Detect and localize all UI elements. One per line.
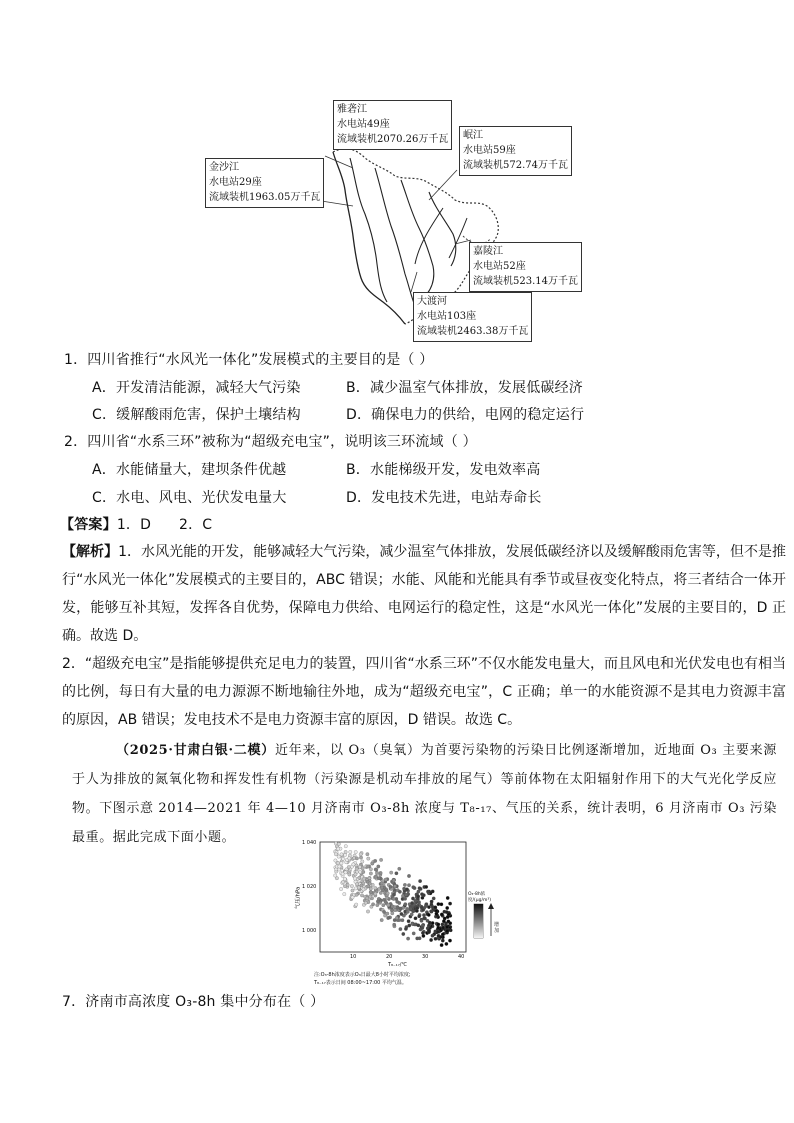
scatter-point [430,900,433,903]
scatter-point [369,890,372,893]
scatter-point [371,862,374,865]
callout-dadu-capacity: 流域装机2463.38万千瓦 [417,326,529,337]
scatter-point [369,872,372,875]
scatter-point [390,871,393,874]
scatter-point [361,860,364,863]
scatter-point [417,895,420,898]
scatter-point [423,917,426,920]
scatter-point [392,897,395,900]
scatter-point [441,923,444,926]
scatter-point [407,884,410,887]
scatter-point [334,874,337,877]
scatter-point [355,883,358,886]
scatter-point [418,879,421,882]
question-2-option-d[interactable]: D．发电技术先进，电站寿命长 [346,490,542,506]
scatter-point [400,912,403,915]
scatter-point [377,877,380,880]
scatter-point [391,912,394,915]
callout-jinsha-capacity: 流域装机1963.05万千瓦 [209,192,321,203]
scatter-point [429,938,432,941]
analysis-text-2: 2．“超级充电宝”是指能够提供充足电力的装置，四川省“水系三环”不仅水能发电量大，而且风电和光伏发电也有相当的比例，每日有大量的电力源源不断地输往外地，成为“超级充电宝”，C 正确；单一的水能资源不是其电力资源丰富的原因，AB 错误；发电技术不是电力资源丰富的原因，D 错误。故选 C。 [62,656,786,728]
scatter-point [395,872,398,875]
scatter-point [337,842,340,845]
scatter-point [417,890,420,893]
scatter-point [374,892,377,895]
scatter-point [425,885,428,888]
scatter-point [374,875,377,878]
scatter-point [358,865,361,868]
scatter-point [403,883,406,886]
x-tick-30: 30 [422,954,429,960]
scatter-point [414,917,417,920]
scatter-point [385,896,388,899]
answer-text: 1．D 2．C [116,517,213,533]
scatter-point [386,892,389,895]
scatter-point [448,939,451,942]
scatter-point [344,850,347,853]
scatter-point [362,870,365,873]
scatter-point [337,847,340,850]
scatter-point [337,855,340,858]
scatter-point [404,893,407,896]
source-tag: （2025·甘肃白银·二模） [116,743,275,758]
question-2-option-b[interactable]: B．水能梯级开发，发电效率高 [346,462,541,478]
scatter-point [434,906,437,909]
x-tick-40: 40 [458,954,465,960]
scatter-point [421,931,424,934]
scatter-point [446,896,449,899]
scatter-point [422,894,425,897]
scatter-point [412,886,415,889]
scatter-point [395,916,398,919]
intro-text: 近年来，以 O₃（臭氧）为首要污染物的污染日比例逐渐增加，近地面 O₃ 主要来源于人为排放的氮氧化物和挥发性有机物（污染源是机动车排放的尾气）等前体物在太阳辐射作用下的大气光化学反应物。下图示意 2014—2021 年 4—10 月济南市 O₃-8h 浓度与 T₈-₁₇、气压的关系，统计表明，6 月济南市 O₃ 污染最重。据此完成下面小题。 [72,743,778,845]
scatter-point [410,913,413,916]
scatter-point [360,894,363,897]
scatter-point [416,906,419,909]
scatter-point [338,865,341,868]
question-1-option-d[interactable]: D．确保电力的供给，电网的稳定运行 [346,407,585,423]
scatter-point [445,925,448,928]
scatter-point [439,935,442,938]
scatter-point [334,859,337,862]
callout-jialing-capacity: 流域装机523.14万千瓦 [473,276,578,287]
question-1-option-a[interactable]: A．开发清洁能源，减轻大气污染 [92,380,301,396]
scatter-point [436,930,439,933]
scatter-point [376,903,379,906]
scatter-point [448,902,451,905]
scatter-point [442,926,445,929]
scatter-point [427,913,430,916]
scatter-point [404,903,407,906]
scatter-point [427,930,430,933]
scatter-point [406,937,409,940]
scatter-point [413,923,416,926]
scatter-point [399,927,402,930]
scatter-point [402,932,405,935]
scatter-point [351,889,354,892]
scatter-point [437,926,440,929]
scatter-point [375,871,378,874]
callout-min-capacity: 流域装机572.74万千瓦 [463,160,568,171]
scatter-point [431,890,434,893]
analysis-paragraph-2 [62,650,786,734]
scatter-point [334,853,337,856]
callout-jialing-river: 嘉陵江 [473,246,503,257]
callout-dadu-river: 大渡河 [417,296,447,307]
y-tick-1000: 1 000 [302,928,317,934]
callout-yalong [333,100,452,150]
scatter-point [424,904,427,907]
scatter-point [393,923,396,926]
scatter-point [399,907,402,910]
scatter-point [404,927,407,930]
callout-jinsha [205,158,324,208]
scatter-figure [296,836,506,988]
callout-jialing-stations: 水电站52座 [473,261,526,272]
scatter-point [362,877,365,880]
chart-note-2: T₈₋₁₇表示日间 08:00~17:00 平均气温。 [314,980,407,986]
scatter-point [339,887,342,890]
scatter-point [377,865,380,868]
scatter-point [384,878,387,881]
scatter-point [405,888,408,891]
scatter-point [374,886,377,889]
y-tick-1020: 1 020 [302,884,317,890]
chart-note-1: 注:O₃-8h浓度表示O₃日最大8小时平均浓度; [314,972,411,978]
scatter-point [352,863,355,866]
scatter-point [393,905,396,908]
scatter-point [366,865,369,868]
callout-yalong-stations: 水电站49座 [337,119,390,130]
scatter-point [441,939,444,942]
callout-jialing [469,242,582,292]
scatter-point [343,892,346,895]
scatter-point [387,904,390,907]
scatter-point [336,861,339,864]
callout-yalong-river: 雅砻江 [337,104,367,115]
scatter-point [355,903,358,906]
scatter-point [434,937,437,940]
scatter-point [446,906,449,909]
scatter-point [348,873,351,876]
scatter-point [341,857,344,860]
scatter-point [417,924,420,927]
scatter-point [437,902,440,905]
x-tick-20: 20 [386,954,393,960]
scatter-point [340,862,343,865]
scatter-point [379,858,382,861]
scatter-point [387,916,390,919]
intro-passage [72,736,777,852]
scatter-point [354,873,357,876]
scatter-point [355,857,358,860]
scatter-point [422,913,425,916]
question-7-stem: 7．济南市高浓度 O₃-8h 集中分布在（ ） [62,994,325,1010]
scatter-point [380,886,383,889]
callout-min [459,126,572,176]
scatter-point [398,890,401,893]
scatter-point [440,913,443,916]
scatter-point [382,910,385,913]
scatter-point [380,918,383,921]
scatter-point [403,897,406,900]
scatter-point [410,901,413,904]
scatter-point [389,885,392,888]
question-1-option-b[interactable]: B．减少温室气体排放，发展低碳经济 [346,380,584,396]
scatter-point [432,897,435,900]
scatter-point [343,877,346,880]
question-2-option-c[interactable]: C．水电、风电、光伏发电量大 [92,490,287,506]
callout-jinsha-stations: 水电站29座 [209,177,262,188]
scatter-point [369,895,372,898]
scatter-point [379,871,382,874]
scatter-point [382,904,385,907]
sichuan-river-map [205,96,595,340]
scatter-point [406,910,409,913]
scatter-point [412,910,415,913]
scatter-point [431,934,434,937]
scatter-point [359,856,362,859]
scatter-point [369,868,372,871]
callout-min-stations: 水电站59座 [463,145,516,156]
scatter-point [422,908,425,911]
scatter-point [440,943,443,946]
scatter-point [407,920,410,923]
scatter-point [429,910,432,913]
x-axis-label: T₈₋₁₇/℃ [388,962,408,968]
scatter-point [366,853,369,856]
scatter-point [401,919,404,922]
scatter-point [358,876,361,879]
scatter-point [393,885,396,888]
scatter-point [392,893,395,896]
answer-line [60,515,212,535]
scatter-point [350,884,353,887]
question-2-stem: 2．四川省“水系三环”被称为“超级充电宝”，说明该三环流域（ ） [64,434,477,450]
analysis-paragraph-1 [62,538,786,650]
scatter-point [376,900,379,903]
scatter-point [393,908,396,911]
callout-min-river: 岷江 [463,130,483,141]
scatter-point [418,887,421,890]
callout-dadu-stations: 水电站103座 [417,311,477,322]
scatter-point [418,937,421,940]
scatter-point [437,923,440,926]
scatter-point [412,932,415,935]
scatter-point [348,857,351,860]
legend-arrow-label: 增加 [494,922,500,934]
scatter-point [364,901,367,904]
scatter-point [426,890,429,893]
legend-colorbar [474,904,483,938]
scatter-point [367,857,370,860]
scatter-point [369,887,372,890]
answer-label: 【答案】 [60,517,117,533]
y-tick-1040: 1 040 [302,840,317,846]
scatter-point [366,910,369,913]
scatter-point [368,882,371,885]
scatter-point [375,868,378,871]
scatter-point [366,897,369,900]
scatter-point [386,912,389,915]
scatter-point [354,887,357,890]
scatter-point [347,865,350,868]
scatter-point [384,900,387,903]
scatter-point [357,886,360,889]
scatter-point [355,893,358,896]
analysis-label: 【解析】 [62,544,119,560]
scatter-point [340,853,343,856]
scatter-point [421,926,424,929]
scatter-point [420,919,423,922]
scatter-point [422,934,425,937]
scatter-point [445,910,448,913]
callout-yalong-capacity: 流域装机2070.26万千瓦 [337,134,449,145]
scatter-point [445,942,448,945]
callout-dadu [413,292,532,342]
scatter-point [435,912,438,915]
scatter-point [359,853,362,856]
scatter-point [396,900,399,903]
scatter-point [392,879,395,882]
scatter-point [371,903,374,906]
scatter-point [398,867,401,870]
analysis-text-1: 1．水风光能的开发，能够减轻大气污染，减少温室气体排放，发展低碳经济以及缓解酸雨危害等，但不是推行“水风光一体化”发展模式的主要目的，ABC 错误；水能、风能和光能具有季节或昼夜变化特点，将三者结合一体开发，能够互补其短，发挥各自优势，保障电力供给、电网运行的稳定性，这是“水风光一体化”发展的主要目的，D 正确。故选 D。 [62,544,787,644]
scatter-point [353,877,356,880]
scatter-point [446,929,449,932]
scatter-point [344,845,347,848]
scatter-point [362,888,365,891]
scatter-point [418,915,421,918]
callout-jinsha-river: 金沙江 [209,162,239,173]
scatter-point [349,850,352,853]
y-axis-label: 气压/hPa [295,886,302,910]
question-1-option-c[interactable]: C．缓解酸雨危害，保护土壤结构 [92,407,301,423]
scatter-point [401,894,404,897]
scatter-point [374,859,377,862]
legend-title: O₃-8h浓度/(μg/m³) [468,892,491,903]
scatter-point [407,874,410,877]
scatter-point [414,899,417,902]
question-1-stem: 1．四川省推行“水风光一体化”发展模式的主要目的是（ ） [64,352,434,368]
question-2-option-a[interactable]: A．水能储量大，建坝条件优越 [92,462,287,478]
scatter-point [344,871,347,874]
scatter-point [354,850,357,853]
x-tick-10: 10 [350,954,357,960]
scatter-point [351,896,354,899]
scatter-point [428,921,431,924]
scatter-point [427,905,430,908]
scatter-point [409,907,412,910]
scatter-point [447,920,450,923]
scatter-point [442,920,445,923]
